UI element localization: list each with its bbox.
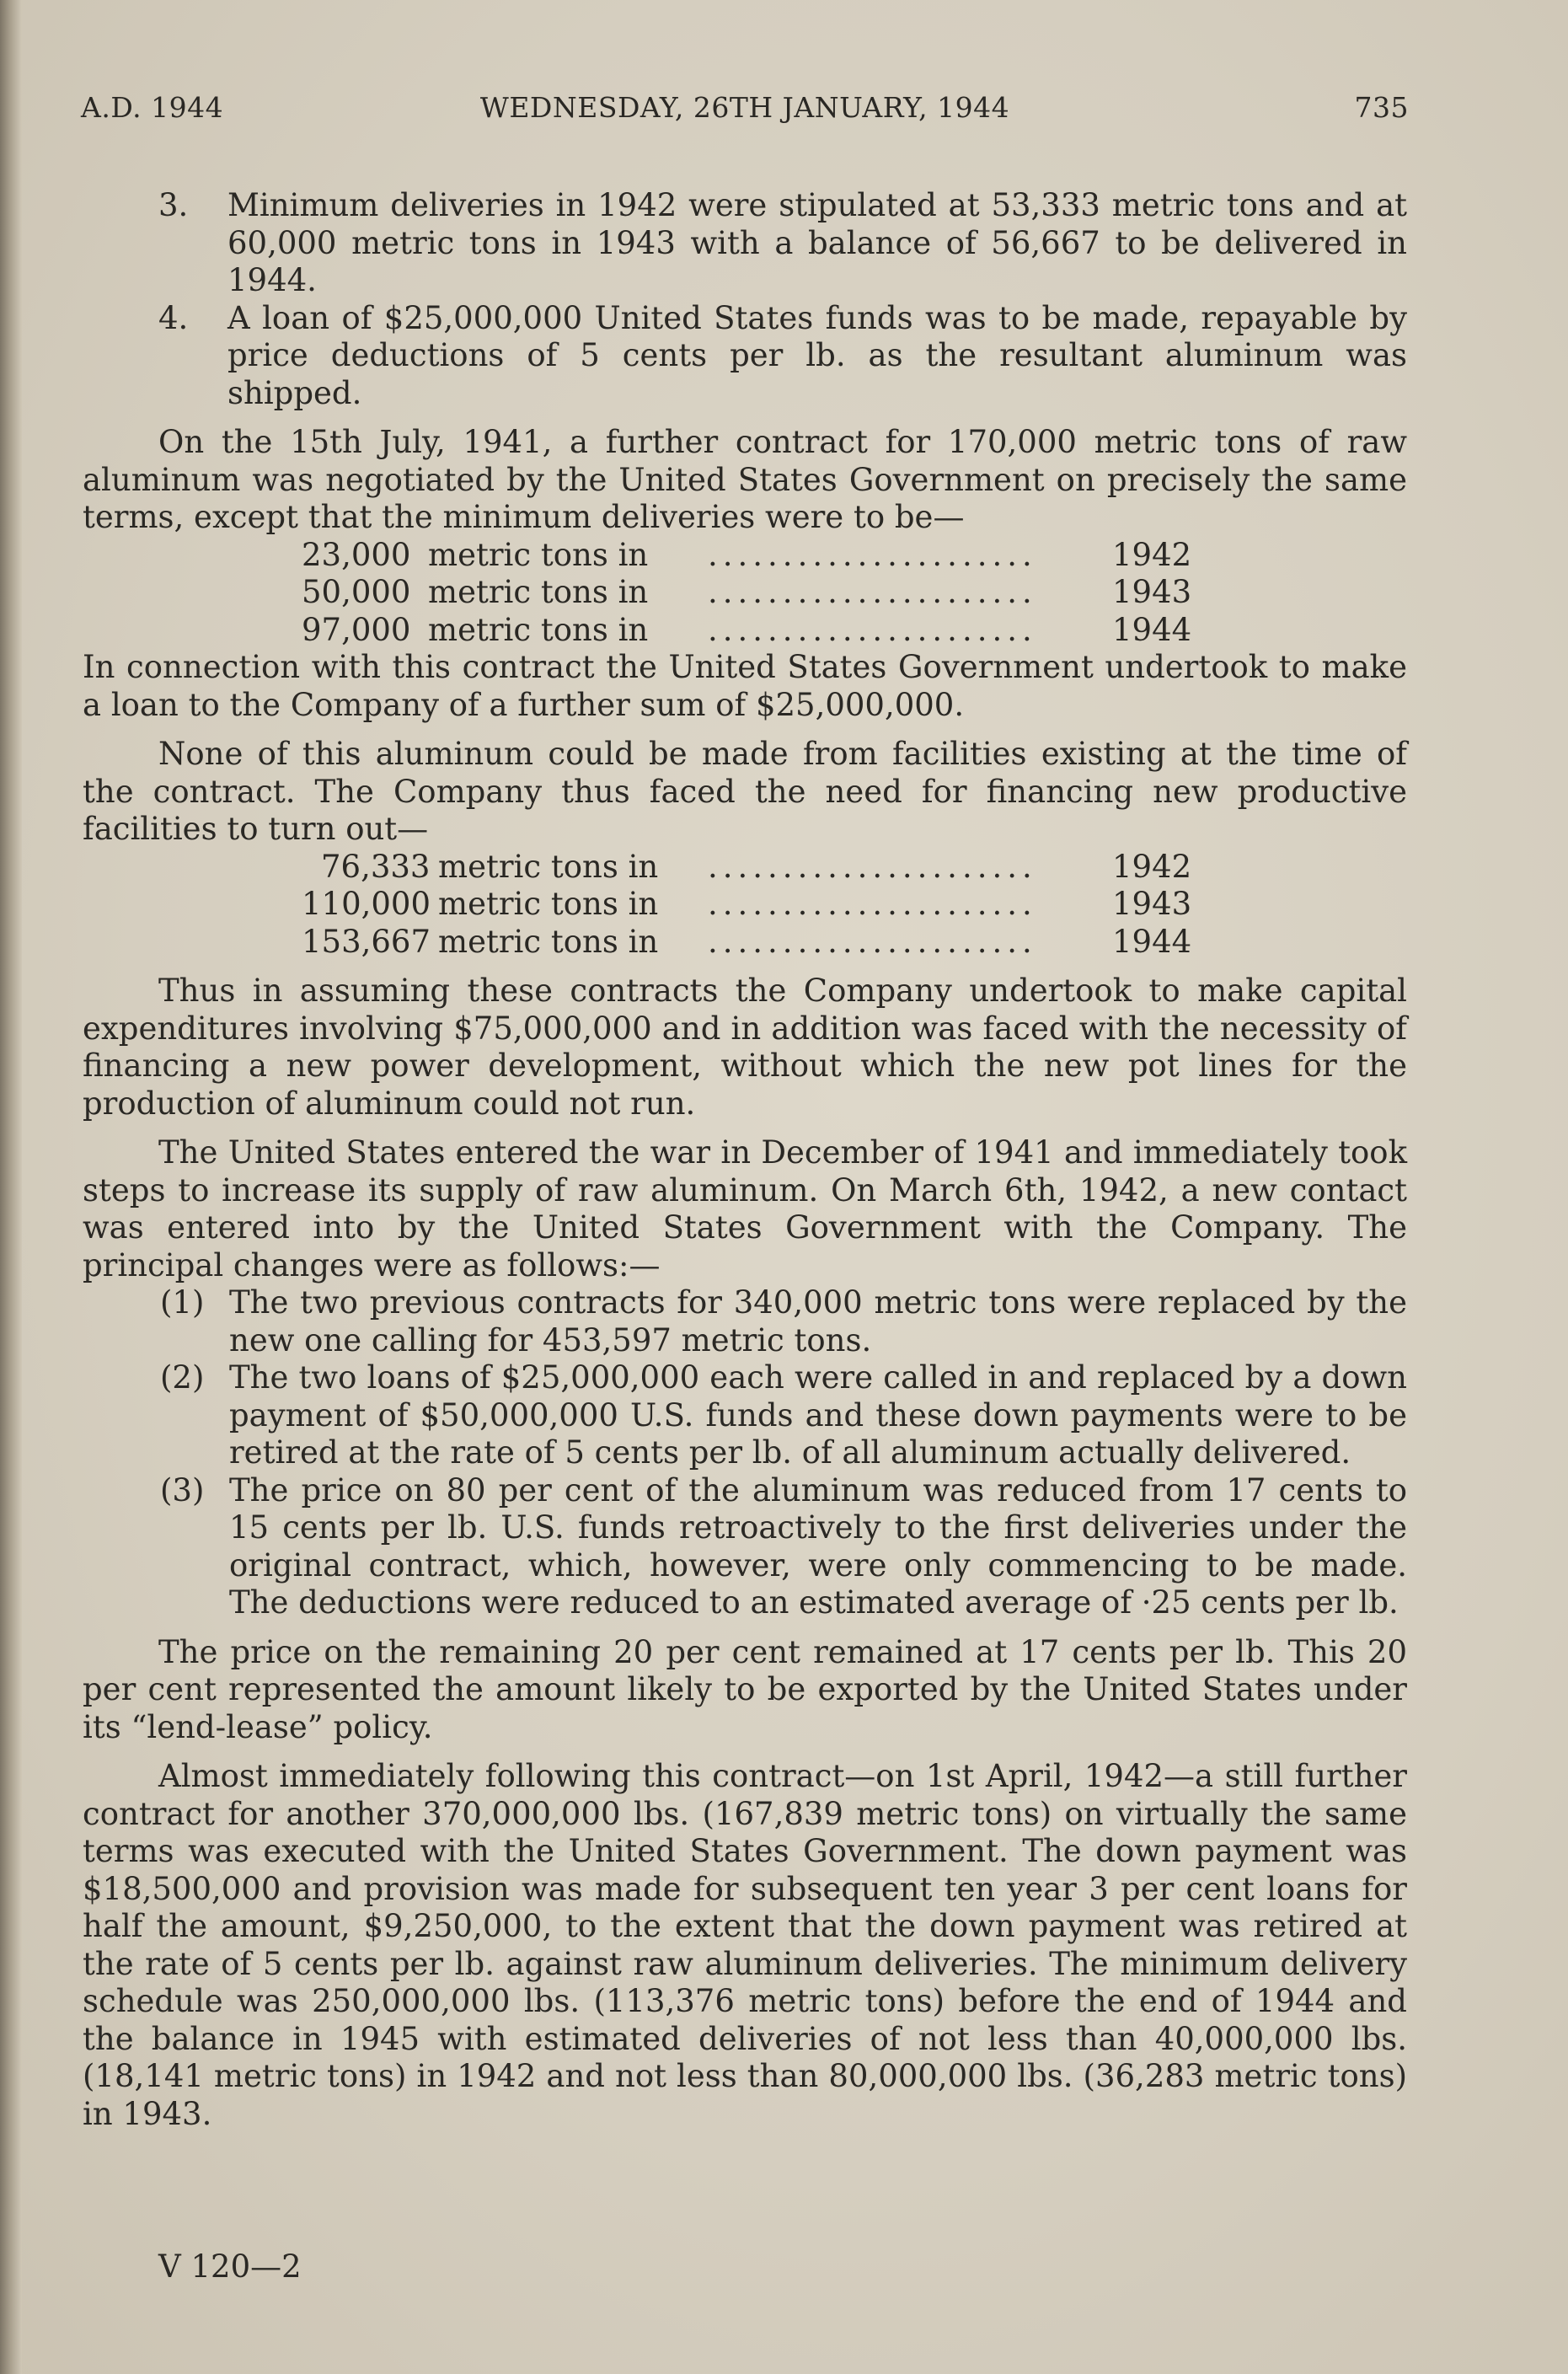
year: 1943 — [1112, 886, 1192, 922]
header-date: WEDNESDAY, 26TH JANUARY, 1944 — [479, 91, 1010, 124]
numbered-item — [83, 300, 1407, 413]
table-row — [83, 612, 1407, 650]
change-text: The two loans of $25,000,000 each were called in and replaced by a down payment of $50,000,000 U.S. funds and these down payments were to be retired at the rate of 5 cents per lb. of all aluminum actually delivered. — [229, 1359, 1407, 1471]
book-spine-shadow — [0, 0, 22, 2374]
change-item — [83, 1284, 1407, 1359]
unit-label: metric tons in — [428, 574, 649, 610]
tonnage: 23,000 — [302, 536, 411, 573]
table-row — [83, 537, 1407, 575]
paragraph: The price on the remaining 20 per cent remained at 17 cents per lb. This 20 per cent represented the amount likely to be exported by the United States under its “lend-lease” policy. — [83, 1633, 1407, 1745]
change-text: The two previous contracts for 340,000 metric tons were replaced by the new one calling for 453,597 metric tons. — [229, 1284, 1407, 1358]
table-row — [83, 886, 1407, 924]
tonnage: 76,333 — [321, 848, 431, 885]
year: 1942 — [1112, 848, 1192, 885]
leader-dots: ...................... — [708, 886, 1037, 922]
change-item — [83, 1359, 1407, 1472]
tonnage: 153,667 — [302, 923, 431, 960]
year: 1943 — [1112, 574, 1192, 610]
table-row — [83, 924, 1407, 962]
page-number: 735 — [1354, 91, 1409, 124]
table-row — [83, 849, 1407, 887]
item-number: 3. — [158, 187, 189, 223]
leader-dots: ...................... — [708, 611, 1037, 648]
header-year: A.D. 1944 — [81, 91, 224, 124]
page-body — [83, 187, 1407, 2133]
leader-dots: ...................... — [708, 848, 1037, 885]
item-number: 4. — [158, 299, 189, 336]
tonnage: 110,000 — [302, 886, 431, 922]
table-row — [83, 574, 1407, 612]
paragraph-continuation: In connection with this contract the United States Government undertook to make a loan to the Company of a further sum of $25,000,000. — [83, 649, 1407, 723]
change-text: The price on 80 per cent of the aluminum was reduced from 17 cents to 15 cents per lb. U.S. funds retroactively to the first deliveries under the original contract, which, however, were only commencing to be made. The deductions were reduced to an estimated average of ·25 cents per lb. — [229, 1471, 1407, 1621]
change-number: (3) — [160, 1471, 205, 1509]
paragraph: The United States entered the war in December of 1941 and immediately took steps to increase its supply of raw aluminum. On March 6th, 1942, a new contact was entered into by the United States Government with the Company. The principal changes were as follows:— — [83, 1134, 1407, 1283]
unit-label: metric tons in — [438, 848, 659, 885]
leader-dots: ...................... — [708, 923, 1037, 960]
delivery-table-1 — [83, 537, 1407, 650]
year: 1944 — [1112, 923, 1192, 960]
tonnage: 50,000 — [302, 574, 411, 610]
numbered-item — [83, 187, 1407, 300]
unit-label: metric tons in — [428, 611, 649, 648]
year: 1942 — [1112, 536, 1192, 573]
unit-label: metric tons in — [438, 923, 659, 960]
paragraph: None of this aluminum could be made from facilities existing at the time of the contract. The Company thus faced the need for financing new productive facilities to turn out— — [83, 736, 1407, 847]
year: 1944 — [1112, 611, 1192, 648]
signature-mark: V 120—2 — [158, 2248, 302, 2285]
leader-dots: ...................... — [708, 536, 1037, 573]
change-number: (1) — [160, 1284, 205, 1321]
paragraph: On the 15th July, 1941, a further contract for 170,000 metric tons of raw aluminum was negotiated by the United States Government on precisely the same terms, except that the minimum deliveries were to be— — [83, 424, 1407, 535]
leader-dots: ...................... — [708, 574, 1037, 610]
unit-label: metric tons in — [428, 536, 649, 573]
tonnage: 97,000 — [302, 611, 411, 648]
paragraph: Almost immediately following this contract—on 1st April, 1942—a still further contract for another 370,000,000 lbs. (167,839 metric tons) on virtually the same terms was executed with the United States Government. The down payment was $18,500,000 and provision was made for subsequent ten year 3 per cent loans for half the amount, $9,250,000, to the extent that the down payment was retired at the rate of 5 cents per lb. against raw aluminum deliveries. The minimum delivery schedule was 250,000,000 lbs. (113,376 metric tons) before the end of 1944 and the balance in 1945 with estimated deliveries of not less than 40,000,000 lbs. (18,141 metric tons) in 1942 and not less than 80,000,000 lbs. (36,283 metric tons) in 1943. — [83, 1758, 1407, 2132]
running-header — [81, 91, 1409, 138]
delivery-table-2 — [83, 849, 1407, 962]
unit-label: metric tons in — [438, 886, 659, 922]
paragraph: Thus in assuming these contracts the Company undertook to make capital expenditures involving $75,000,000 and in addition was faced with the necessity of financing a new power development, without which the new pot lines for the production of aluminum could not run. — [83, 973, 1407, 1122]
change-item — [83, 1472, 1407, 1622]
item-text: Minimum deliveries in 1942 were stipulated at 53,333 metric tons and at 60,000 metric tons in 1943 with a balance of 56,667 to be delivered in 1944. — [227, 187, 1407, 298]
item-text: A loan of $25,000,000 United States funds was to be made, repayable by price deductions of 5 cents per lb. as the resultant aluminum was shipped. — [227, 299, 1407, 411]
change-number: (2) — [160, 1359, 205, 1396]
